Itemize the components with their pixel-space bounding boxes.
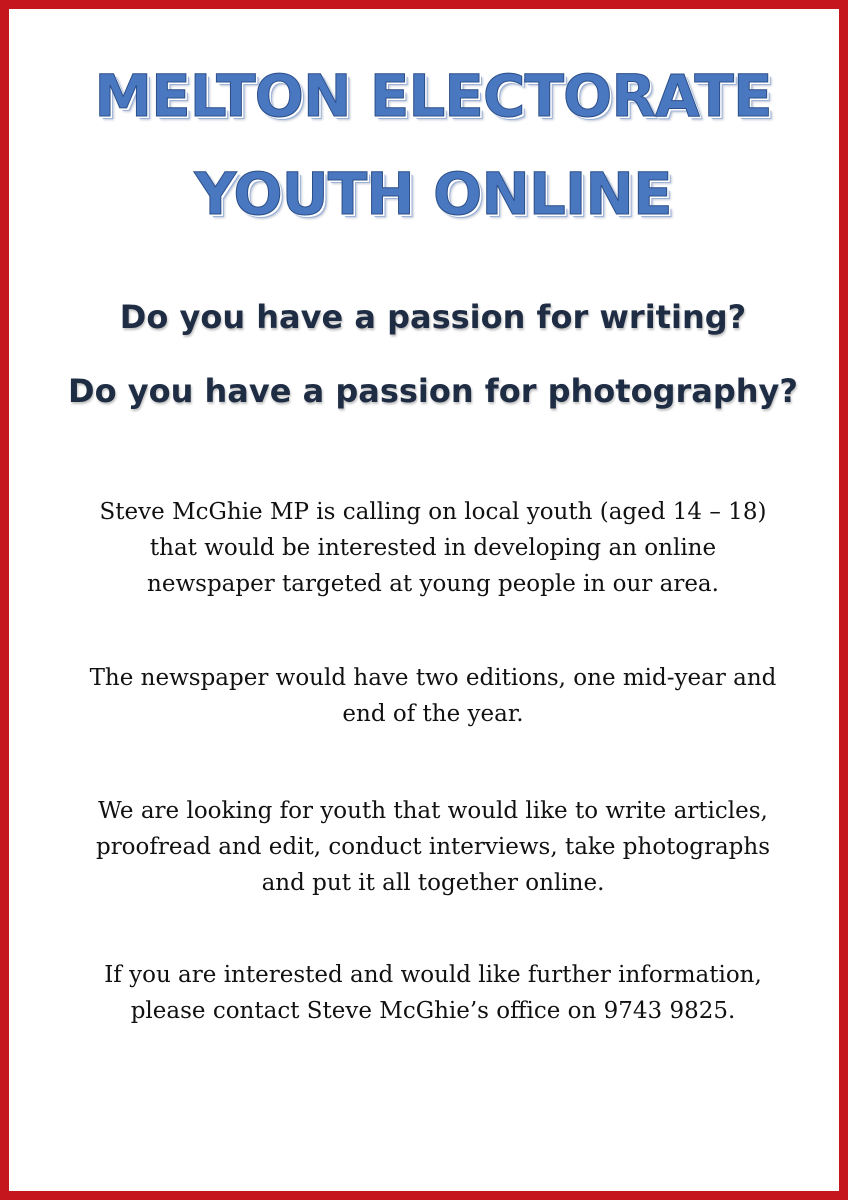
title-line-2: YOUTH ONLINE [194,160,672,228]
paragraph-call-for-youth: Steve McGhie MP is calling on local youth (aged 14 – 18) that would be interested in developing an online newspaper targeted at young people in our area. [99,499,767,597]
question-photography: Do you have a passion for photography? [68,372,798,410]
paragraph-editions: The newspaper would have two editions, one mid-year and end of the year. [89,665,777,727]
title-line-1: MELTON ELECTORATE [94,62,772,130]
paragraph-contact: If you are interested and would like further information, please contact Steve McGhie’s office on 9743 9825. [104,962,762,1024]
question-writing: Do you have a passion for writing? [119,298,747,336]
paragraph-roles: We are looking for youth that would like to write articles, proofread and edit, conduct interviews, take photographs and put it all together online. [95,798,771,896]
